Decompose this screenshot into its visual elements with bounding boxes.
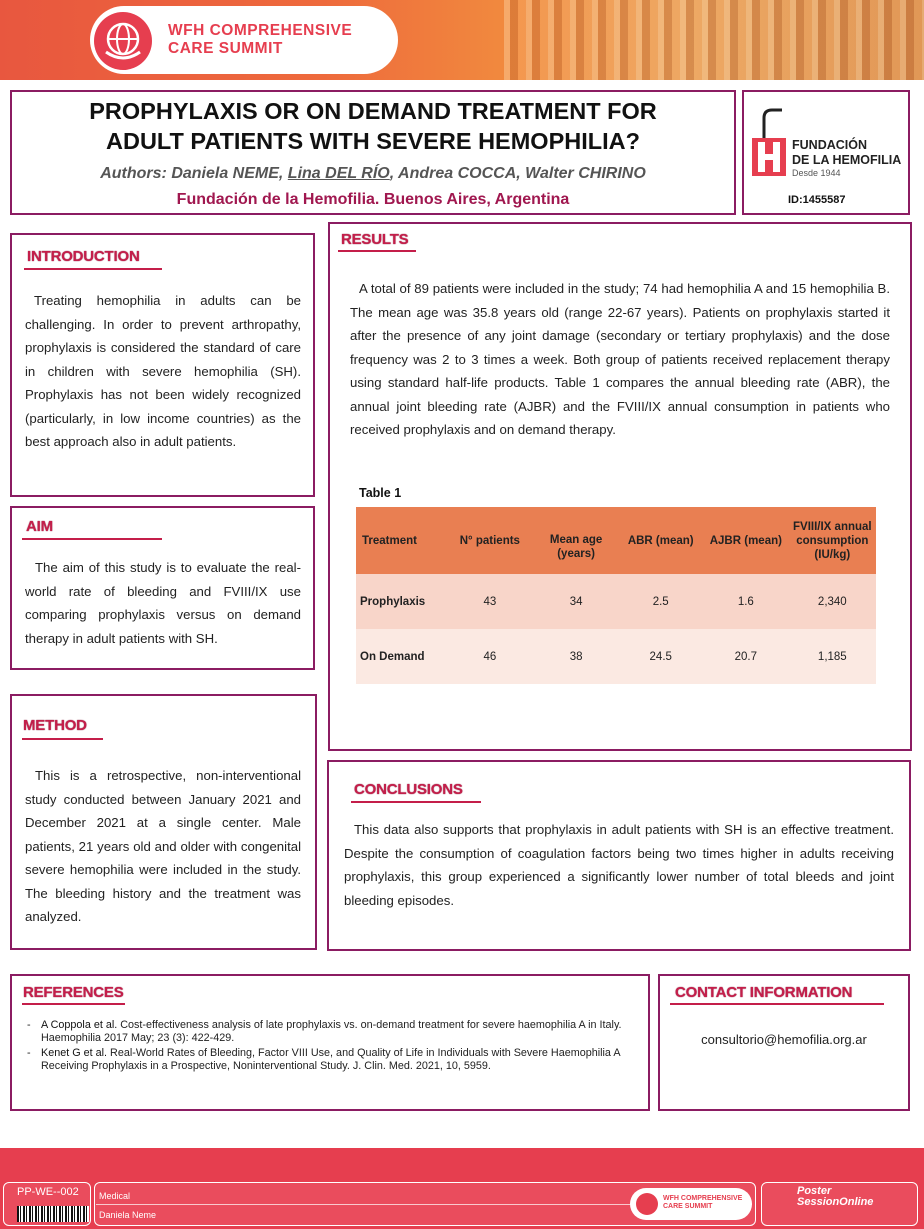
references-underline: [22, 1003, 125, 1005]
table-cell: 20.7: [703, 629, 789, 684]
authors-prefix: Authors: Daniela NEME,: [100, 165, 288, 182]
foundation-name-line2: DE LA HEMOFILIA: [792, 153, 902, 167]
method-underline: [22, 738, 103, 740]
affiliation: Fundación de la Hemofilia. Buenos Aires, Argentina: [176, 191, 570, 208]
results-heading: RESULTS: [341, 231, 409, 248]
summit-logo-line1: WFH COMPREHENSIVE: [168, 22, 353, 39]
foundation-name-line1: FUNDACIÓN: [792, 138, 867, 152]
contact-email[interactable]: consultorio@hemofilia.org.ar: [701, 1032, 867, 1047]
table-header-cell: Treatment: [356, 507, 446, 574]
introduction-heading: INTRODUCTION: [27, 248, 140, 265]
poster-id: ID:1455587: [788, 194, 846, 206]
presenter-name: Daniela Neme: [99, 1210, 157, 1220]
table-cell: 1.6: [703, 574, 789, 629]
reference-bullet: -: [27, 1047, 31, 1059]
poster-title: [20, 96, 726, 156]
reference-bullet: -: [27, 1019, 31, 1031]
contact-underline: [670, 1003, 884, 1005]
reference-item: [41, 1019, 641, 1045]
table-header-row: [356, 507, 876, 574]
title-line2: ADULT PATIENTS WITH SEVERE HEMOPHILIA?: [106, 128, 640, 154]
reference-text: Real-World Rates of Bleeding, Factor VIII Use, and Quality of Life in Individuals with Severe Haemophilia A Receiving Prophylaxis in a Prospective, Noninterventional Study. J. Clin. Med. 2021, 10, 5959.: [41, 1047, 620, 1072]
table-cell: 34: [534, 574, 619, 629]
category-label: Medical: [99, 1191, 131, 1201]
foundation-since: Desde 1944: [792, 168, 841, 178]
conclusions-text: This data also supports that prophylaxis in adult patients with SH is an effective treatment. Despite the consumption of coagulation factors being two times higher in adults receiving prophylaxis, this group experienced a significantly lower number of total bleeds and joint bleeding episodes.: [344, 822, 894, 908]
table-header-cell: AJBR (mean): [703, 507, 789, 574]
table-cell: Prophylaxis: [356, 574, 446, 629]
summit-logo-line2: CARE SUMMIT: [168, 40, 283, 57]
footer-summit-line1: WFH COMPREHENSIVE: [663, 1195, 743, 1202]
table-header-cell: Mean age (years): [534, 507, 619, 574]
barcode-icon: [17, 1206, 89, 1222]
conclusions-underline: [351, 801, 481, 803]
results-table: [356, 507, 876, 684]
table-header-cell: ABR (mean): [618, 507, 703, 574]
results-text: A total of 89 patients were included in the study; 74 had hemophilia A and 15 hemophilia B. The mean age was 35.8 years old (range 22-67 years). Patients on prophylaxis started it after the presence of any joint damage (secondary or tertiary prophylaxis) and the dose frequency was 2 to 3 times a week. Both group of patients received replacement therapy using standard half-life products. Table 1 compares the annual bleeding rate (ABR), the annual joint bleeding rate (AJBR) and the FVIII/IX annual consumption in patients who received prophylaxis and on demand therapy.: [350, 281, 890, 437]
table-header-cell: FVIII/IX annual consumption (IU/kg): [789, 507, 876, 574]
aim-underline: [22, 538, 162, 540]
table-row: [356, 574, 876, 629]
foundation-name: [792, 138, 901, 168]
reference-item: [41, 1047, 631, 1073]
introduction-text: Treating hemophilia in adults can be challenging. In order to prevent arthropathy, prophylaxis is considered the standard of care in children with severe hemophilia (SH). Prophylaxis has not been widely recognized (particularly, in low income countries) as the best approach also in adult patients.: [25, 293, 301, 449]
poster-code: PP-WE--002: [17, 1186, 79, 1198]
poster-session-logo: [797, 1186, 873, 1208]
aim-text: The aim of this study is to evaluate the real-world rate of bleeding and FVIII/IX use comparing prophylaxis versus on demand therapy in adult patients with SH.: [25, 560, 301, 646]
footer-globe-icon: [636, 1193, 658, 1215]
title-line1: PROPHYLAXIS OR ON DEMAND TREATMENT FOR: [89, 98, 657, 124]
table-cell: 24.5: [618, 629, 703, 684]
table-header-cell: N° patients: [446, 507, 534, 574]
table-cell: 46: [446, 629, 534, 684]
table-cell: 2,340: [789, 574, 876, 629]
reference-author: A Coppola et al.: [41, 1019, 118, 1031]
table-row: [356, 629, 876, 684]
table-cell: 43: [446, 574, 534, 629]
reference-text: Cost-effectiveness analysis of late prophylaxis vs. on-demand treatment for severe haemophilia A in Italy. Haemophilia 2017 May; 23 (3): 422-429.: [41, 1019, 622, 1044]
reference-author: Kenet G et al.: [41, 1047, 108, 1059]
results-underline: [338, 250, 416, 252]
summit-logo-text: [168, 22, 352, 58]
table-cell: 2.5: [618, 574, 703, 629]
introduction-underline: [24, 268, 162, 270]
contact-heading: CONTACT INFORMATION: [675, 984, 853, 1001]
city-skyline-image: [504, 0, 924, 80]
globe-hand-icon: [94, 12, 152, 70]
footer-band: [0, 1148, 924, 1178]
footer-summit-line2: CARE SUMMIT: [663, 1203, 713, 1210]
table-caption: Table 1: [359, 486, 402, 500]
presenting-author: Lina DEL RÍO: [287, 165, 390, 182]
method-text: This is a retrospective, non-interventional study conducted between January 2021 and December 2021 at a single center. Male patients, 21 years old and older with congenital severe hemophilia were included in the study. The bleeding history and the treatment was analyzed.: [25, 768, 301, 924]
authors: [20, 165, 726, 183]
foundation-logo-icon: [752, 108, 786, 176]
conclusions-heading: CONCLUSIONS: [354, 781, 463, 798]
references-heading: REFERENCES: [23, 984, 124, 1001]
authors-suffix: , Andrea COCCA, Walter CHIRINO: [389, 165, 646, 182]
table-cell: 38: [534, 629, 619, 684]
brand-line1: Poster: [797, 1185, 832, 1197]
table-cell: On Demand: [356, 629, 446, 684]
method-heading: METHOD: [23, 717, 87, 734]
table-cell: 1,185: [789, 629, 876, 684]
brand-line2: SessionOnline: [797, 1196, 874, 1208]
aim-heading: AIM: [26, 518, 53, 535]
footer-summit-text: [663, 1195, 742, 1211]
